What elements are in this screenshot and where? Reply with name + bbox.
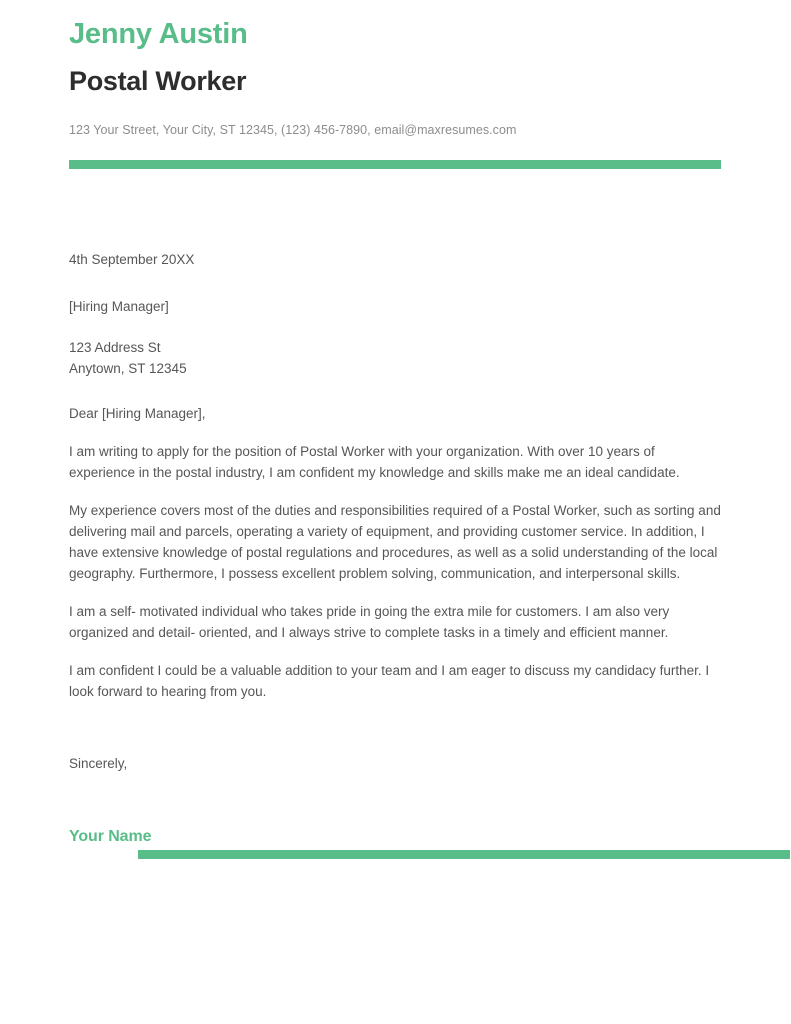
body-paragraph-3: I am a self- motivated individual who takes pride in going the extra mile for customers. I am also very organized and detail- oriented, and I always strive to complete tasks in a timely and efficient manner. bbox=[69, 604, 670, 640]
recipient-address-line-1: 123 Address St bbox=[69, 340, 161, 355]
job-title: Postal Worker bbox=[69, 66, 247, 96]
body-paragraph-1: I am writing to apply for the position of Postal Worker with your organization. With over 10 years of experience in the postal industry, I am confident my knowledge and skills make me an ideal candidate. bbox=[69, 444, 680, 480]
recipient-address-line-2: Anytown, ST 12345 bbox=[69, 361, 187, 376]
signature-name: Your Name bbox=[69, 828, 152, 845]
footer-divider-bar bbox=[138, 850, 790, 859]
closing-salutation: Sincerely, bbox=[69, 756, 128, 771]
recipient-name: [Hiring Manager] bbox=[69, 299, 169, 314]
letter-date: 4th September 20XX bbox=[69, 252, 195, 267]
salutation: Dear [Hiring Manager], bbox=[69, 406, 206, 421]
body-paragraph-2: My experience covers most of the duties and responsibilities required of a Postal Worker, such as sorting and delivering mail and parcels, operating a variety of equipment, and providing customer service. In addition, I have extensive knowledge of postal regulations and procedures, as well as a solid understanding of the local geography. Furthermore, I possess excellent problem solving, communication, and interpersonal skills. bbox=[69, 503, 721, 581]
contact-info-line: 123 Your Street, Your City, ST 12345, (123) 456-7890, email@maxresumes.com bbox=[69, 123, 517, 137]
letter-body bbox=[0, 249, 791, 847]
body-paragraph-4: I am confident I could be a valuable addition to your team and I am eager to discuss my candidacy further. I look forward to hearing from you. bbox=[69, 663, 710, 699]
header-divider-bar bbox=[69, 160, 721, 169]
letter-header bbox=[0, 0, 791, 138]
recipient-address bbox=[69, 317, 722, 379]
applicant-name: Jenny Austin bbox=[69, 18, 248, 50]
